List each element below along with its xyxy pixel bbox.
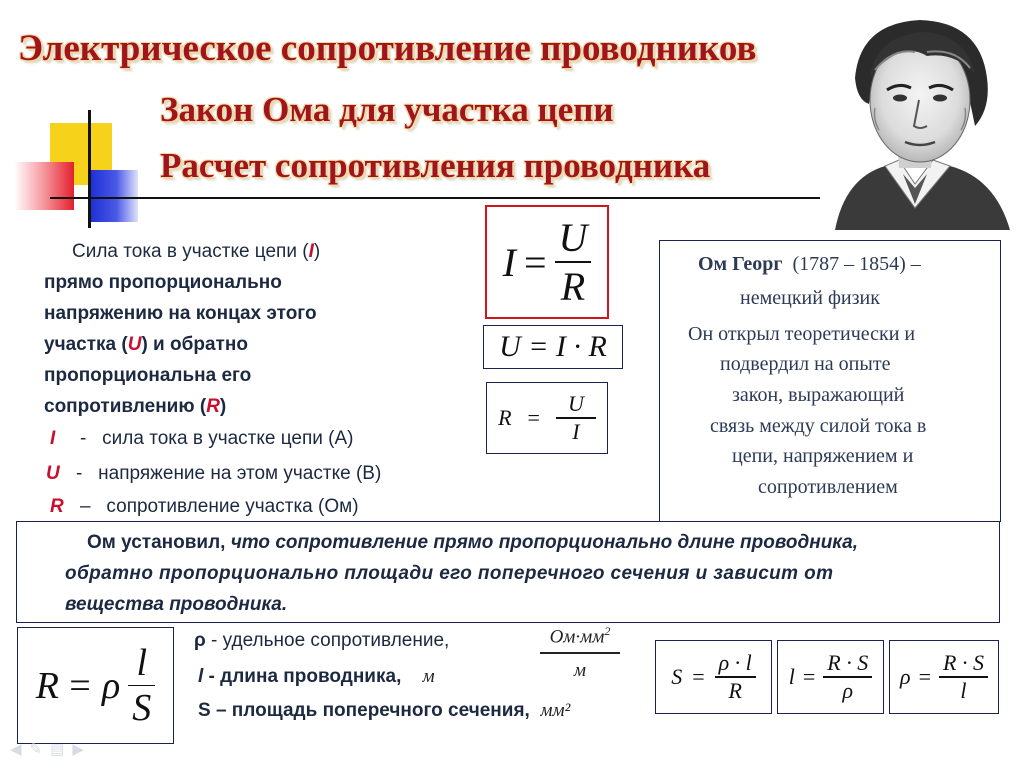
decorative-vertical-line — [88, 110, 91, 228]
formula-denominator: S — [132, 687, 152, 730]
arrow-left-icon[interactable]: ◀ — [10, 740, 30, 758]
variable-text: - длина проводника, — [203, 666, 402, 687]
legend-row-voltage — [46, 463, 381, 485]
bio-text: связь между силой тока в — [710, 415, 927, 437]
formula-area — [655, 640, 772, 714]
legend-symbol: R — [50, 496, 64, 517]
legend-separator: – — [80, 496, 91, 517]
legend-text: сила тока в участке цепи (А) — [102, 428, 354, 449]
variable-symbol: l — [198, 666, 204, 687]
formula-denominator: I — [572, 418, 580, 444]
decorative-horizontal-line — [50, 197, 820, 199]
ohm-statement-box — [16, 521, 1000, 623]
variable-text: - удельное сопротивление, — [205, 630, 450, 651]
legend-text: сопротивление участка (Ом) — [106, 496, 359, 517]
legend-row-resistance — [50, 496, 359, 518]
portrait-illustration — [815, 8, 1020, 230]
formula-denominator: R — [560, 263, 586, 309]
unit-numerator: Ом·мм — [549, 626, 605, 648]
definition-text: ) — [313, 241, 321, 262]
pencil-icon[interactable]: ✎ — [29, 740, 51, 758]
bio-text: закон, выражающий — [732, 384, 905, 406]
formula-denominator: ρ — [842, 677, 854, 703]
variable-text: – площадь поперечного сечения, — [210, 700, 530, 721]
legend-symbol: U — [46, 463, 60, 484]
bio-years: (1787 – 1854) – — [792, 253, 921, 275]
formula-equals: = — [918, 664, 932, 689]
formula-equals: = — [523, 239, 547, 285]
formula-resistance — [486, 382, 608, 454]
bio-text: подвердил на опыте — [720, 353, 891, 375]
ohm-statement-line — [87, 532, 858, 554]
bio-name: Ом Георг — [698, 253, 783, 275]
formula-numerator: U — [558, 215, 588, 261]
formula-lhs: R — [498, 405, 512, 430]
variable-row-area — [198, 700, 570, 722]
formula-lhs: l — [788, 664, 795, 689]
unit-exponent: 2 — [604, 624, 611, 638]
formula-lhs: I — [502, 239, 516, 285]
definition-text: сопротивлению ( — [44, 396, 207, 417]
variable-symbol: S — [198, 700, 211, 721]
formula-fraction — [823, 650, 872, 704]
formula-equals: = — [692, 664, 705, 689]
ohm-statement-text: что сопротивление прямо пропорционально длине проводника, — [225, 532, 859, 553]
variable-unit: м — [422, 666, 435, 687]
formula-lhs: R — [35, 664, 59, 707]
variable-row-length — [198, 666, 435, 688]
formula-lhs: S — [671, 664, 683, 689]
decorative-blue-square — [90, 170, 138, 222]
ohms-law-definition — [44, 236, 320, 422]
definition-text: ) и обратно — [141, 334, 248, 355]
definition-text: Сила тока в участке цепи ( — [72, 241, 309, 262]
bio-heading — [698, 253, 921, 276]
formula-resistivity — [17, 627, 174, 744]
bio-text: Он открыл теоретически и — [688, 323, 916, 345]
decorative-red-gradient-block — [14, 162, 74, 210]
ohm-statement-lead: Ом установил, — [87, 532, 226, 553]
ohm-statement-line: вещества проводника. — [65, 594, 288, 615]
formula-denominator: R — [728, 677, 742, 703]
bio-text: цепи, напряжением и — [732, 445, 914, 467]
variable-unit: мм² — [540, 700, 571, 721]
variable-row-rho — [194, 630, 449, 652]
formula-fraction — [556, 391, 596, 445]
formula-length — [777, 640, 884, 714]
legend-row-current — [50, 428, 354, 450]
variable-symbol: ρ — [194, 630, 206, 651]
menu-icon[interactable]: ▤ — [50, 740, 73, 758]
formula-numerator: U — [567, 391, 584, 417]
arrow-right-icon[interactable]: ▶ — [72, 740, 92, 758]
ohm-statement-line: обратно пропорционально площади его поперечного сечения и зависит от — [65, 563, 834, 584]
formula-fraction — [715, 650, 756, 704]
legend-separator: - — [80, 428, 87, 449]
bio-text: сопротивлением — [758, 476, 898, 498]
formula-rho — [889, 640, 999, 714]
resistance-symbol: R — [206, 396, 220, 417]
formula-denominator: l — [960, 677, 967, 703]
formula-numerator: R · S — [827, 650, 869, 676]
bio-text: немецкий физик — [740, 287, 880, 309]
legend-symbol: I — [50, 428, 56, 449]
formula-voltage: U = I · R — [483, 325, 623, 369]
formula-numerator: R · S — [943, 650, 984, 676]
definition-text: пропорциональна его — [44, 365, 252, 386]
definition-text: ) — [219, 396, 227, 417]
formula-fraction — [555, 214, 592, 310]
fraction-bar — [540, 652, 620, 654]
biography-box — [659, 240, 1001, 522]
formula-fraction — [939, 650, 988, 704]
definition-text: напряжению на концах этого — [44, 303, 317, 324]
voltage-symbol: U — [127, 334, 142, 355]
definition-text: участка ( — [44, 334, 128, 355]
formula-numerator: ρ · l — [718, 650, 752, 676]
legend-separator: - — [76, 463, 83, 484]
resistivity-unit — [540, 624, 620, 682]
slide-subtitle-resistance-calc: Расчет сопротивления проводника — [160, 146, 711, 185]
formula-ohms-law — [485, 205, 609, 319]
current-symbol: I — [308, 241, 314, 262]
slide-title: Электрическое сопротивление проводников — [18, 28, 757, 69]
formula-lhs: ρ — [900, 664, 911, 689]
definition-text: прямо пропорционально — [44, 272, 282, 293]
formula-equals: = ρ — [66, 664, 121, 707]
formula-fraction — [128, 641, 155, 731]
slide-subtitle-ohms-law: Закон Ома для участка цепи — [160, 90, 614, 129]
formula-equals: = — [802, 664, 816, 689]
unit-denominator: м — [573, 659, 587, 681]
formula-numerator: l — [136, 641, 148, 684]
slideshow-nav — [10, 740, 92, 758]
formula-equals: = — [527, 405, 540, 430]
legend-text: напряжение на этом участке (В) — [98, 463, 382, 484]
